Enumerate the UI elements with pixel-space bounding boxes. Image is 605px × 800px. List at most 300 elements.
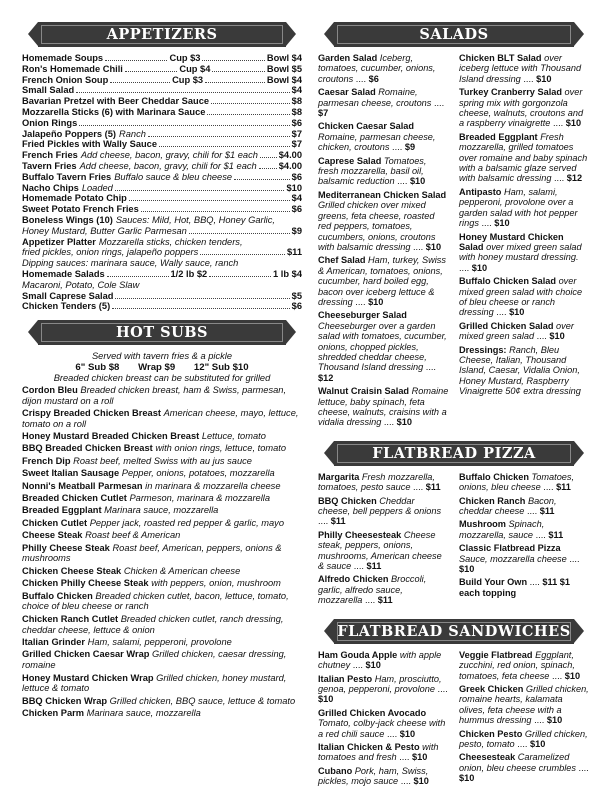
sandwich-item: Veggie Flatbread Eggplant, zucchini, red onion, spinach, tomatoes, feta cheese .... $10 (459, 649, 581, 681)
appetizer-price: $5 (291, 290, 302, 301)
salad-item: Caprese Salad Tomatoes, fresh mozzarella, basil oil, balsamic reduction .... $10 (318, 155, 427, 187)
sandwich-item-name: Chicken Pesto (459, 728, 523, 739)
appetizer-desc: Mozzarella sticks, chicken tenders, (98, 236, 243, 247)
sub-item (22, 518, 302, 529)
appetizer-price: $7 (291, 128, 302, 139)
dot-leader (105, 60, 167, 61)
sub-item (22, 708, 302, 719)
sub-desc: Chicken & American cheese (123, 565, 241, 576)
salad-item-desc: Grilled chicken over mixed greens, feta cheese, roasted red peppers, tomatoes, cucumbers, onions, croutons with balsamic dressing (318, 200, 436, 252)
sub-name: Grilled Chicken Caesar Wrap (22, 649, 150, 660)
sandwich-item-name: Ham Gouda Apple (318, 649, 398, 660)
sub-desc: Grilled chicken, BBQ sauce, lettuce & tomato (109, 695, 296, 706)
sandwich-item-price: $10 (546, 715, 563, 726)
sub-item (22, 543, 302, 565)
sub-name: Honey Mustard Chicken Wrap (22, 672, 154, 683)
sub-desc: American cheese, mayo, lettuce, tomato on a roll (22, 407, 299, 429)
sub-desc: Pepper, onions, potatoes, mozzarella (121, 468, 275, 479)
hot-subs-banner (28, 320, 296, 345)
salad-item-name: Turkey Cranberry Salad (459, 87, 562, 98)
salad-item-name: Grilled Chicken Salad (459, 320, 554, 331)
sandwich-item-price: $10 (399, 728, 416, 739)
salad-item: Walnut Craisin Salad Romaine lettuce, baby spinach, feta cheese, walnuts, craisins with a vidalia dressing .... $10 (318, 386, 449, 428)
sub-item (22, 566, 302, 577)
flatbread-sandwiches-right (459, 650, 590, 790)
hot-subs-sizes (22, 362, 302, 373)
sandwich-item-desc: Grilled chicken, pesto, tomato (459, 728, 588, 749)
appetizer-name: French Onion Soup (22, 74, 109, 85)
salads-grid (318, 53, 590, 431)
pizza-item-name: Buffalo Chicken (459, 471, 529, 482)
sub-desc: Roast beef, American, peppers, onions & mushrooms (22, 542, 282, 564)
sub-desc: Grilled chicken, caesar dressing, romaine (22, 649, 287, 671)
sandwich-item-name: Veggie Flatbread (459, 649, 533, 660)
appetizer-item (22, 269, 302, 291)
appetizer-name: Buffalo Tavern Fries (22, 171, 112, 182)
salad-item-price: $10 (425, 241, 442, 252)
sandwich-item-name: Greek Chicken (459, 683, 524, 694)
sandwich-item-name: Cheesesteak (459, 752, 516, 763)
salad-item-name: Caprese Salad (318, 155, 382, 166)
sub-desc: Marinara sauce, mozzarella (104, 505, 219, 516)
appetizer-name: Onion Rings (22, 117, 78, 128)
pizza-item: Build Your Own .... $11 $1 each topping (459, 577, 570, 598)
sub-name: Nonni's Meatball Parmesan (22, 480, 143, 491)
pizza-item: Mushroom Spinach, mozzarella, sauce .... $11 (459, 519, 564, 540)
sandwich-item-price: $10 (459, 773, 475, 784)
appetizer-item (22, 150, 302, 161)
salad-item-desc: over mixed green salad with choice of bleu cheese or ranch dressing (459, 276, 583, 318)
flatbread-pizza-right (459, 472, 590, 609)
sub-name: Chicken Philly Cheese Steak (22, 578, 149, 589)
sub-desc: Ham, salami, pepperoni, provolone (87, 636, 232, 647)
dot-leader (200, 254, 285, 255)
appetizer-cup-price: Cup $3 (169, 53, 201, 63)
salad-item-price: $10 (565, 118, 582, 129)
salad-item: Breaded Eggplant Fresh mozzarella, grilled tomatoes over romaine and baby spinach with a balsamic glaze served with balsamic dressing .... $12 (459, 131, 588, 184)
sub-item (22, 614, 302, 636)
sub-name: Chicken Parm (22, 708, 85, 719)
sandwich-item: Ham Gouda Apple with apple chutney .... $10 (318, 649, 442, 671)
sandwich-item-name: Cubano (318, 765, 353, 776)
sandwich-item: Cubano Pork, ham, Swiss, pickles, mojo sauce .... $10 (318, 765, 429, 787)
sandwich-item-desc: Pork, ham, Swiss, pickles, mojo sauce (318, 765, 429, 787)
salad-item: Buffalo Chicken Salad over mixed green salad with choice of bleu cheese or ranch dressing .... $10 (459, 276, 583, 318)
pizza-item: Alfredo Chicken Broccoli, garlic, alfredo sauce, mozzarella .... $11 (318, 574, 427, 606)
flatbread-pizza-grid (318, 472, 590, 609)
sub-desc: Breaded chicken cutlet, bacon, lettuce, tomato, choice of bleu cheese or ranch (22, 590, 289, 612)
sandwich-item: Italian Pesto Ham, prosciutto, genoa, pepperoni, provolone .... $10 (318, 673, 448, 705)
appetizer-name: Ron's Homemade Chili (22, 63, 123, 74)
salad-item-desc: Fresh mozzarella, grilled tomatoes over romaine and baby spinach with a balsamic glaze served with balsamic dressing (459, 131, 588, 184)
sandwich-item: Greek Chicken Grilled chicken, romaine hearts, kalamata olives, feta cheese with a hummus dressing .... $10 (459, 683, 589, 726)
salad-item-name: Walnut Craisin Salad (318, 386, 410, 397)
sub-name: Honey Mustard Breaded Chicken Breast (22, 431, 200, 442)
sandwich-item: Grilled Chicken Avocado Tomato, colby-jack cheese with a red chili sauce .... $10 (318, 707, 446, 739)
appetizer-price: $4 (291, 85, 302, 96)
sub-name: Crispy Breaded Chicken Breast (22, 407, 161, 418)
salad-item-price: $10 (409, 176, 426, 187)
salad-item-name: Caesar Salad (318, 87, 376, 98)
right-column (318, 22, 590, 790)
pizza-item: BBQ Chicken Cheddar cheese, bell peppers & onions .... $11 (318, 495, 442, 527)
appetizer-name: Homemade Salads (22, 268, 105, 279)
appetizer-name: Homemade Soups (22, 53, 104, 63)
sub-desc: Roast beef & American (85, 530, 181, 541)
pizza-item-price: $11 (556, 482, 571, 493)
left-column (22, 22, 302, 721)
salad-item-desc: Tomatoes, fresh mozzarella, basil oil, balsamic reduction (318, 155, 427, 187)
dot-leader (129, 200, 290, 201)
dot-leader (209, 276, 271, 277)
appetizer-price: $4.00 (278, 150, 302, 161)
appetizers-banner (28, 22, 296, 47)
sub-name: Philly Cheese Steak (22, 542, 110, 553)
sandwich-item-price: $10 (318, 694, 334, 705)
salad-item-desc: over mixed green salad (459, 320, 574, 342)
appetizer-desc: fried pickles, onion rings, jalapeño poppers (22, 247, 199, 258)
salad-item-price: $12 (566, 173, 583, 184)
salad-item-name: Antipasto (459, 186, 502, 197)
appetizer-name: Jalapeño Poppers (5) (22, 128, 117, 139)
appetizer-item (22, 85, 302, 96)
salad-item-name: Cheeseburger Salad (318, 310, 407, 321)
size-wrap: Wrap $9 (138, 361, 176, 373)
appetizer-name: Fried Pickles with Wally Sauce (22, 139, 158, 150)
sub-name: Breaded Chicken Cutlet (22, 493, 127, 504)
appetizer-price: $8 (291, 96, 302, 107)
sub-name: French Dip (22, 455, 71, 466)
sandwich-item-name: Grilled Chicken Avocado (318, 707, 427, 718)
dot-leader (205, 82, 265, 83)
appetizer-price: $4.00 (278, 160, 302, 171)
salad-item-price: $10 (549, 331, 565, 342)
dot-leader (107, 276, 169, 277)
flatbread-pizza-banner (324, 441, 584, 466)
salad-item: Antipasto Ham, salami, pepperoni, provolone over a garden salad with hot pepper rings .... $10 (459, 186, 578, 229)
sandwich-item-name: Italian Pesto (318, 673, 373, 684)
sandwich-item-desc: Tomato, colby-jack cheese with a red chili sauce (318, 718, 446, 739)
salad-item: Honey Mustard Chicken Salad over mixed green salad with honey mustard dressing. .... $10 (459, 231, 582, 273)
salad-item-price: $10 (494, 218, 510, 229)
sub-item (22, 530, 302, 541)
dot-leader (115, 298, 289, 299)
sub-item (22, 696, 302, 707)
appetizer-bowl-price: Bowl $5 (266, 63, 302, 74)
sandwich-item-price: $10 (411, 752, 428, 763)
sub-item (22, 431, 302, 442)
appetizer-price: $7 (291, 139, 302, 150)
salad-item-price: $7 (318, 108, 329, 119)
appetizer-half-price: 1/2 lb $2 (170, 268, 208, 279)
salad-item-name: Garden Salad (318, 53, 378, 63)
appetizer-desc: Honey Mustard, Butter Garlic Parmesan (22, 225, 187, 236)
sub-desc: Pepper jack, roasted red pepper & garlic, mayo (89, 517, 284, 528)
pizza-item-price: $11 (377, 595, 393, 606)
pizza-item-price: $11 (425, 482, 441, 493)
salad-item-name: Breaded Eggplant (459, 131, 538, 142)
appetizer-name: Bavarian Pretzel with Beer Cheddar Sauce (22, 96, 210, 107)
appetizer-name: Boneless Wings (10) (22, 214, 113, 225)
sandwich-item-desc: Caramelized onion, bleu cheese crumbles (459, 752, 576, 773)
pizza-item-desc: Spinach, mozzarella, sauce (459, 519, 545, 540)
sub-item (22, 443, 302, 454)
salad-item-desc: Cheeseburger over a garden salad with tomatoes, cucumber, onions, chopped pickles, shredded cheddar cheese, Thousand Island dressing (318, 320, 447, 373)
salad-item-price: $9 (404, 142, 416, 153)
pizza-item-price: $11 (539, 506, 555, 517)
appetizer-item (22, 64, 302, 75)
dot-leader (207, 114, 289, 115)
sub-item (22, 649, 302, 671)
appetizer-cup-price: Cup $3 (172, 74, 204, 85)
appetizer-item (22, 237, 302, 269)
dot-leader (115, 190, 285, 191)
pizza-item-name: Classic Flatbread Pizza (459, 543, 561, 554)
sandwich-item-desc: Grilled chicken, romaine hearts, kalamata olives, feta cheese with a hummus dressing (459, 683, 589, 726)
appetizer-desc: Loaded (81, 182, 113, 193)
appetizer-desc: Ranch (119, 128, 146, 139)
dot-leader (148, 136, 290, 137)
salad-item-price: $10 (368, 296, 384, 307)
pizza-item: Classic Flatbread Pizza Sauce, mozzarella cheese .... $10 (459, 543, 580, 575)
pizza-item-name: BBQ Chicken (318, 495, 377, 506)
pizza-item-desc: Sauce, mozzarella cheese (459, 553, 567, 564)
salad-item-desc: Iceberg, tomatoes, cucumber, onions, croutons (318, 53, 436, 84)
pizza-item-name: Alfredo Chicken (318, 574, 389, 585)
sub-item (22, 505, 302, 516)
sub-item (22, 468, 302, 479)
appetizer-desc: Macaroni, Potato, Cole Slaw (22, 279, 140, 290)
appetizer-price: $8 (291, 106, 302, 117)
salad-item-price: $6 (368, 73, 379, 84)
sub-desc: with peppers, onion, mushroom (151, 578, 281, 589)
salad-item-desc: over spring mix with gorgonzola cheese, walnuts, croutons and a raspberry vinaigrette (459, 87, 584, 129)
pizza-item-name: Chicken Ranch (459, 495, 526, 506)
salad-item-name: Chicken Caesar Salad (318, 121, 415, 132)
hot-subs-served: Served with tavern fries & a pickle (91, 351, 233, 362)
appetizer-item (22, 75, 302, 86)
appetizer-price: $6 (291, 204, 302, 215)
salad-item: Caesar Salad Romaine, parmesan cheese, croutons .... $7 (318, 87, 445, 119)
appetizer-price: $6 (291, 171, 302, 182)
dot-leader (260, 157, 277, 158)
sandwich-item-desc: with tomatoes and fresh (318, 741, 439, 763)
appetizer-item (22, 301, 302, 312)
appetizer-item (22, 215, 302, 237)
sub-desc: Roast beef, melted Swiss with au jus sauce (73, 455, 252, 466)
sandwich-item-desc: with apple chutney (318, 649, 442, 671)
salad-item: Chicken Caesar Salad Romaine, parmesan cheese, chicken, croutons .... $9 (318, 121, 436, 153)
sub-item (22, 456, 302, 467)
hot-subs-list (22, 385, 302, 719)
dot-leader (110, 82, 170, 83)
salad-item-desc: over iceberg lettuce with Thousand Island dressing (459, 53, 582, 84)
salad-item: Chicken BLT Salad over iceberg lettuce with Thousand Island dressing .... $10 (459, 53, 582, 84)
appetizer-bowl-price: Bowl $4 (266, 53, 302, 63)
appetizer-bowl-price: Bowl $4 (266, 74, 302, 85)
salad-item: Chef Salad Ham, turkey, Swiss & American, tomatoes, onions, cucumber, hard boiled egg, bacon over iceberg lettuce & dressing .... $10 (318, 255, 446, 307)
pizza-item-name: Build Your Own (459, 577, 528, 588)
pizza-item: Margarita Fresh mozzarella, tomatoes, pesto sauce .... $11 (318, 471, 441, 493)
appetizer-item (22, 107, 302, 118)
salad-item-name: Mediterranean Chicken Salad (318, 189, 447, 200)
sub-name: Buffalo Chicken (22, 590, 93, 601)
salads-left (318, 53, 449, 431)
sandwich-item-price: $10 (413, 776, 429, 787)
appetizer-item (22, 204, 302, 215)
salads-banner (324, 22, 584, 47)
appetizer-item (22, 172, 302, 183)
sub-desc: in marinara & mozzarella cheese (145, 480, 281, 491)
salad-item-desc: Ranch, Bleu Cheese, Italian, Thousand Island, Caesar, Vidalia Onion, Honey Mustard, Raspberry Vinaigrette 50¢ extra dressing (459, 344, 581, 397)
appetizer-name: Small Caprese Salad (22, 290, 114, 301)
pizza-item-price: $11 (330, 516, 346, 527)
pizza-item-price: $10 (459, 564, 475, 575)
dot-leader (159, 146, 290, 147)
salads-right (459, 53, 590, 431)
sub-name: Chicken Ranch Cutlet (22, 613, 119, 624)
appetizer-item (22, 183, 302, 194)
appetizer-name: Chicken Tenders (5) (22, 301, 111, 312)
appetizers-title: APPETIZERS (106, 26, 218, 43)
pizza-item-price: $11 (366, 561, 382, 572)
sub-item (22, 493, 302, 504)
sub-name: Italian Grinder (22, 636, 86, 647)
salad-item-desc: Ham, salami, pepperoni, provolone over a garden salad with hot pepper rings (459, 186, 578, 229)
sandwich-item-price: $10 (564, 670, 581, 681)
appetizer-name: Nacho Chips (22, 182, 79, 193)
dot-leader (125, 71, 177, 72)
pizza-item-price: $11 $1 each topping (459, 577, 570, 598)
dot-leader (211, 103, 290, 104)
hot-subs-note: Breaded chicken breast can be substituted for grilled (53, 372, 271, 383)
appetizer-item (22, 161, 302, 172)
sandwich-item-price: $10 (530, 738, 546, 749)
salad-item-desc: over mixed green salad with honey mustard dressing. (459, 241, 582, 263)
dot-leader (202, 60, 264, 61)
size-12in: 12" Sub $10 (193, 361, 249, 373)
sub-item (22, 481, 302, 492)
appetizer-desc: Dipping sauces: marinara sauce, Wally sauce, ranch (22, 258, 239, 269)
pizza-item-name: Margarita (318, 471, 360, 482)
appetizer-desc: Add cheese, bacon, gravy, chili for $1 each (80, 150, 258, 161)
flatbread-sandwiches-left (318, 650, 449, 790)
pizza-item: Buffalo Chicken Tomatoes, onions, bleu cheese .... $11 (459, 471, 575, 493)
hot-subs-title: HOT SUBS (115, 324, 208, 342)
dot-leader (189, 233, 290, 234)
salad-item-name: Dressings: (459, 344, 507, 355)
salad-item: Cheeseburger Salad Cheeseburger over a garden salad with tomatoes, cucumber, onions, chopped pickles, shredded cheddar cheese, Thousand Island dressing .... $12 (318, 310, 447, 383)
appetizer-cup-price: Cup $4 (179, 63, 211, 74)
sandwich-item-price: $10 (365, 660, 381, 671)
flatbread-pizza-title: FLATBREAD PIZZA (372, 444, 536, 462)
sub-name: Cheese Steak (22, 530, 83, 541)
sub-item (22, 578, 302, 589)
sandwich-item-desc: Ham, prosciutto, genoa, pepperoni, provolone (318, 673, 442, 694)
pizza-item-price: $11 (548, 529, 564, 540)
sub-desc: Breaded chicken cutlet, ranch dressing, cheddar cheese, lettuce & onion (22, 613, 284, 635)
appetizer-desc: Buffalo sauce & bleu cheese (114, 171, 233, 182)
dot-leader (141, 211, 290, 212)
appetizer-price: $4 (291, 193, 302, 204)
appetizer-item (22, 118, 302, 129)
sub-name: Chicken Cheese Steak (22, 565, 122, 576)
sub-item (22, 408, 302, 430)
dot-leader (234, 179, 290, 180)
appetizers-list (22, 53, 302, 312)
appetizer-name: Homemade Potato Chip (22, 193, 127, 204)
sub-item (22, 673, 302, 695)
sub-item (22, 591, 302, 613)
salad-item: Garden Salad Iceberg, tomatoes, cucumber, onions, croutons .... $6 (318, 53, 436, 84)
salad-item (459, 345, 590, 397)
appetizer-price: $6 (291, 301, 302, 312)
pizza-item-desc: Cheddar cheese, bell peppers & onions (318, 495, 442, 517)
sub-item (22, 385, 302, 407)
sub-item (22, 637, 302, 648)
size-6in: 6" Sub $8 (75, 361, 120, 373)
salad-item-desc: Romaine lettuce, baby spinach, feta cheese, walnuts, craisins with a vidalia dressing (318, 386, 449, 428)
sandwich-item: Chicken Pesto Grilled chicken, pesto, tomato .... $10 (459, 728, 588, 749)
pizza-item-name: Philly Cheesesteak (318, 529, 402, 540)
sub-desc: Breaded chicken breast, ham & Swiss, parmesan, dijon mustard on a roll (22, 384, 287, 406)
salad-item-price: $10 (396, 417, 412, 428)
pizza-item-desc: Fresh mozzarella, tomatoes, pesto sauce (318, 471, 435, 493)
salad-item: Mediterranean Chicken Salad Grilled chicken over mixed greens, feta cheese, roasted red peppers, tomatoes, cucumbers, onions, croutons with balsamic dressing .... $10 (318, 189, 447, 252)
salad-item-name: Chicken BLT Salad (459, 53, 542, 63)
salad-item-name: Chef Salad (318, 255, 366, 266)
salad-item: Turkey Cranberry Salad over spring mix with gorgonzola cheese, walnuts, croutons and a raspberry vinaigrette .... $10 (459, 87, 584, 129)
sandwich-item: Italian Chicken & Pesto with tomatoes and fresh .... $10 (318, 741, 439, 763)
appetizer-lb-price: 1 lb $4 (273, 268, 302, 279)
sub-desc: Grilled chicken, honey mustard, lettuce & tomato (22, 672, 287, 694)
sub-name: Chicken Cutlet (22, 517, 88, 528)
salad-item-price: $10 (536, 73, 552, 84)
appetizer-desc: Sauces: Mild, Hot, BBQ, Honey Garlic, (115, 214, 275, 225)
salad-item-price: $10 (509, 307, 525, 318)
flatbread-pizza-left (318, 472, 449, 609)
pizza-item-desc: Broccoli, garlic, alfredo sauce, mozzarella (318, 574, 427, 606)
salad-item-price: $10 (471, 262, 488, 273)
pizza-item: Chicken Ranch Bacon, cheddar cheese .... $11 (459, 495, 557, 517)
sub-desc: Lettuce, tomato (201, 431, 266, 442)
dot-leader (259, 168, 277, 169)
flatbread-sandwiches-title: FLATBREAD SANDWICHES (337, 622, 571, 640)
salad-item-desc: Romaine, parmesan cheese, croutons (318, 87, 432, 108)
appetizer-name: French Fries (22, 150, 78, 161)
sub-name: Sweet Italian Sausage (22, 468, 120, 479)
pizza-item-name: Mushroom (459, 519, 506, 530)
sub-desc: Parmeson, marinara & mozzarella (129, 493, 271, 504)
appetizer-item (22, 53, 302, 64)
appetizer-price: $9 (291, 225, 302, 236)
appetizer-name: Appetizer Platter (22, 236, 96, 247)
sub-name: BBQ Chicken Wrap (22, 695, 108, 706)
appetizer-price: $11 (287, 247, 302, 258)
appetizer-item (22, 193, 302, 204)
pizza-item-desc: Bacon, cheddar cheese (459, 495, 557, 517)
appetizer-item (22, 291, 302, 302)
sub-name: BBQ Breaded Chicken Breast (22, 443, 153, 454)
salad-item-name: Buffalo Chicken Salad (459, 276, 556, 287)
appetizer-item (22, 96, 302, 107)
sub-name: Cordon Bleu (22, 384, 78, 395)
sandwich-item-name: Italian Chicken & Pesto (318, 741, 420, 752)
appetizer-item (22, 139, 302, 150)
dot-leader (212, 71, 264, 72)
appetizer-price: $6 (291, 117, 302, 128)
appetizer-name: Tavern Fries (22, 160, 77, 171)
